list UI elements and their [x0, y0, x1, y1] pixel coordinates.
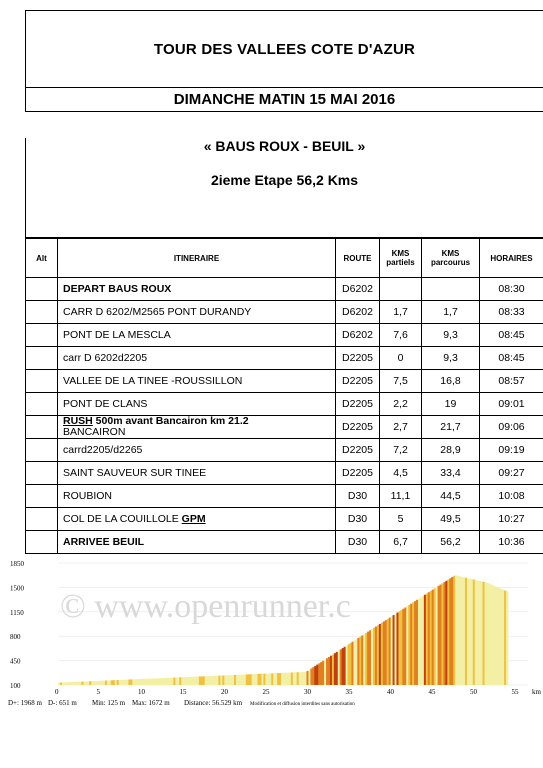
kms-partiel-cell: 2,2 — [380, 393, 422, 416]
stage-header — [25, 138, 543, 238]
alt-cell — [26, 301, 58, 324]
kms-parcouru-cell: 33,4 — [422, 462, 480, 485]
table-row — [26, 393, 543, 416]
kms-parcouru-cell: 9,3 — [422, 347, 480, 370]
table-row — [26, 324, 543, 347]
itinerary-cell: PONT DE CLANS — [58, 393, 336, 416]
itinerary-cell: ROUBION — [58, 485, 336, 508]
col-itineraire: ITINERAIRE — [58, 239, 336, 278]
kms-partiel-cell — [380, 278, 422, 301]
table-row — [26, 278, 543, 301]
itinerary-cell — [58, 416, 336, 439]
x-tick-label: 5 — [96, 688, 100, 696]
profile-bar — [506, 591, 508, 685]
route-cell: D2205 — [336, 393, 380, 416]
kms-parcouru-cell: 44,5 — [422, 485, 480, 508]
route-cell: D30 — [336, 508, 380, 531]
kms-partiel-cell: 7,5 — [380, 370, 422, 393]
alt-cell — [26, 485, 58, 508]
horaire-cell: 08:30 — [480, 278, 543, 301]
itinerary-cell: carrd2205/d2265 — [58, 439, 336, 462]
kms-parcouru-cell: 56,2 — [422, 531, 480, 554]
kms-partiel-cell: 7,6 — [380, 324, 422, 347]
route-cell: D6202 — [336, 301, 380, 324]
rush-label: RUSH — [63, 415, 93, 427]
horaire-cell: 08:57 — [480, 370, 543, 393]
kms-partiel-cell: 1,7 — [380, 301, 422, 324]
x-tick-label: 0 — [55, 688, 59, 696]
kms-partiel-cell: 4,5 — [380, 462, 422, 485]
kms-parcouru-cell: 21,7 — [422, 416, 480, 439]
stage-route: « BAUS ROUX - BEUIL » — [203, 138, 366, 154]
itinerary-cell: PONT DE LA MESCLA — [58, 324, 336, 347]
horaire-cell: 10:08 — [480, 485, 543, 508]
kms-parcouru-cell: 28,9 — [422, 439, 480, 462]
x-tick-label: 35 — [345, 688, 353, 696]
profile-footer-text: D+: 1968 m — [8, 699, 42, 707]
itinerary-cell: VALLEE DE LA TINEE -ROUSSILLON — [58, 370, 336, 393]
kms-parcouru-cell: 16,8 — [422, 370, 480, 393]
itinerary-text: COL DE LA COUILLOLE — [63, 513, 182, 525]
kms-partiel-cell: 0 — [380, 347, 422, 370]
profile-footer-text: Min: 125 m — [92, 699, 126, 707]
route-cell: D2205 — [336, 347, 380, 370]
alt-cell — [26, 324, 58, 347]
alt-cell — [26, 462, 58, 485]
x-tick-label: 50 — [470, 688, 477, 696]
profile-footer-text: Modification et diffusion interdites sans autorisation — [250, 702, 355, 707]
event-date: DIMANCHE MATIN 15 MAI 2016 — [25, 88, 543, 112]
route-cell: D2205 — [336, 462, 380, 485]
itinerary-cell: ARRIVEE BEUIL — [58, 531, 336, 554]
itinerary-cell: CARR D 6202/M2565 PONT DURANDY — [58, 301, 336, 324]
table-row — [26, 462, 543, 485]
profile-footer-text: Distance: 56.529 km — [184, 699, 243, 707]
table-row — [26, 485, 543, 508]
alt-cell — [26, 393, 58, 416]
horaire-cell: 10:36 — [480, 531, 543, 554]
stage-distance: 2ieme Etape 56,2 Kms — [210, 172, 359, 188]
route-cell: D6202 — [336, 324, 380, 347]
horaire-cell: 08:45 — [480, 347, 543, 370]
x-tick-label: 20 — [221, 688, 228, 696]
y-tick-label: 100 — [10, 682, 21, 690]
alt-cell — [26, 278, 58, 301]
alt-cell — [26, 531, 58, 554]
route-cell: D30 — [336, 531, 380, 554]
x-tick-label: 40 — [387, 688, 394, 696]
col-horaires: HORAIRES — [480, 239, 543, 278]
col-route: ROUTE — [336, 239, 380, 278]
horaire-cell: 08:45 — [480, 324, 543, 347]
alt-cell — [26, 508, 58, 531]
route-cell: D30 — [336, 485, 380, 508]
horaire-cell: 09:01 — [480, 393, 543, 416]
horaire-cell: 08:33 — [480, 301, 543, 324]
table-header-row — [26, 239, 543, 278]
y-tick-label: 1150 — [10, 608, 24, 617]
kms-partiel-cell: 11,1 — [380, 485, 422, 508]
profile-footer-text: D-: 651 m — [48, 699, 77, 707]
roadbook-sheet — [25, 10, 543, 554]
elevation-profile-svg — [0, 555, 543, 715]
col-kms-parcourus: KMS parcourus — [422, 239, 480, 278]
col-alt: Alt — [26, 239, 58, 278]
page-title: TOUR DES VALLEES COTE D'AZUR — [25, 10, 543, 88]
x-tick-label: 45 — [428, 688, 436, 696]
table-row — [26, 301, 543, 324]
watermark-text: © www.openrunner.c — [60, 588, 351, 625]
horaire-cell: 09:06 — [480, 416, 543, 439]
route-cell: D2205 — [336, 370, 380, 393]
table-row — [26, 531, 543, 554]
kms-partiel-cell: 7,2 — [380, 439, 422, 462]
kms-parcouru-cell: 1,7 — [422, 301, 480, 324]
itinerary-cell — [58, 508, 336, 531]
itinerary-cell: SAINT SAUVEUR SUR TINEE — [58, 462, 336, 485]
table-row — [26, 439, 543, 462]
route-cell: D2205 — [336, 416, 380, 439]
x-tick-label: 25 — [262, 688, 270, 696]
itinerary-table — [25, 238, 543, 554]
y-tick-label: 450 — [10, 657, 21, 666]
y-tick-label: 1850 — [10, 560, 24, 568]
alt-cell — [26, 370, 58, 393]
table-row — [26, 416, 543, 439]
x-tick-label: 15 — [179, 688, 187, 696]
horaire-cell: 09:19 — [480, 439, 543, 462]
elevation-profile — [0, 555, 543, 715]
kms-parcouru-cell — [422, 278, 480, 301]
alt-cell — [26, 439, 58, 462]
x-tick-label: 55 — [511, 688, 519, 696]
kms-parcouru-cell: 9,3 — [422, 324, 480, 347]
kms-partiel-cell: 5 — [380, 508, 422, 531]
route-cell: D6202 — [336, 278, 380, 301]
x-unit-label: km — [532, 688, 541, 696]
alt-cell — [26, 416, 58, 439]
horaire-cell: 09:27 — [480, 462, 543, 485]
table-row — [26, 508, 543, 531]
kms-partiel-cell: 6,7 — [380, 531, 422, 554]
x-tick-label: 30 — [304, 688, 311, 696]
table-row — [26, 370, 543, 393]
kms-partiel-cell: 2,7 — [380, 416, 422, 439]
itinerary-cell: carr D 6202d2205 — [58, 347, 336, 370]
y-tick-label: 800 — [10, 633, 21, 642]
itinerary-cell: DEPART BAUS ROUX — [58, 278, 336, 301]
gpm-label: GPM — [181, 513, 206, 525]
x-tick-label: 10 — [138, 688, 145, 696]
rush-detail: 500m avant Bancairon km 21.2 — [92, 415, 249, 427]
y-tick-label: 1500 — [10, 584, 24, 593]
kms-parcouru-cell: 19 — [422, 393, 480, 416]
profile-footer-text: Max: 1672 m — [132, 699, 170, 707]
route-cell: D2205 — [336, 439, 380, 462]
kms-parcouru-cell: 49,5 — [422, 508, 480, 531]
col-kms-partiels: KMS partiels — [380, 239, 422, 278]
table-row — [26, 347, 543, 370]
horaire-cell: 10:27 — [480, 508, 543, 531]
itinerary-line2: BANCAIRON — [63, 426, 126, 438]
alt-cell — [26, 347, 58, 370]
